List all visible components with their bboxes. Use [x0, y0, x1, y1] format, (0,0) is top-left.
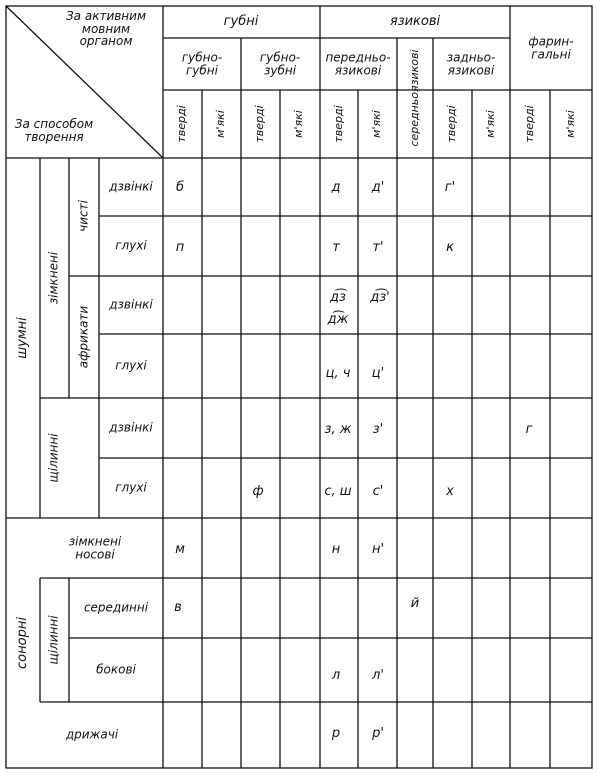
col-labiodental-line-1: губно- [259, 50, 301, 65]
row-lateral: бокові [96, 662, 136, 677]
col-pharyngeal [528, 35, 573, 60]
col-labiodental-line-2: зубні [263, 63, 297, 77]
cell-k: к [446, 240, 454, 256]
cell-r: р [331, 726, 341, 742]
col-pharyngeal-line-2: гальні [531, 47, 571, 61]
corner-top-label [48, 10, 164, 48]
cell-z-soft: з' [372, 422, 384, 438]
cell-j: й [410, 596, 420, 612]
cell-ts-soft: ц' [371, 366, 385, 382]
row-affricate-voiceless: глухі [115, 358, 147, 373]
cell-g-back: г' [444, 180, 456, 196]
row-affricates: африкати [76, 305, 91, 369]
row-nasal [69, 535, 121, 560]
cell-n-soft: н' [371, 542, 385, 558]
col-backlingual-line-2: язикові [447, 63, 495, 77]
row-trill: дрижачі [65, 727, 119, 742]
cell-n: н [331, 542, 341, 558]
cell-s-soft: с' [372, 484, 384, 500]
row-noisy: шумні [15, 317, 31, 359]
col-labiodental-soft: м'які [292, 110, 306, 138]
cell-p: п [175, 240, 185, 256]
col-bilabial-line-1: губно- [181, 50, 223, 65]
col-frontlingual-line-1: передньо- [325, 50, 391, 65]
col-bilabial-soft: м'які [214, 110, 228, 138]
corner-top-line-1: За активним [65, 9, 147, 23]
col-bilabial-hard: тверді [175, 105, 189, 143]
col-front-soft: м'які [370, 110, 384, 138]
row-stop: зімкнені [46, 251, 61, 305]
cell-r-soft: р' [372, 726, 384, 742]
cell-dzh: д͡ж [327, 312, 349, 328]
cell-z-zh: з, ж [324, 422, 352, 438]
row-fricative-voiceless: глухі [115, 480, 147, 495]
row-affricate-voiced: дзвінкі [109, 297, 153, 312]
corner-top-line-2: мовним [81, 21, 131, 36]
row-pure: чисті [76, 200, 91, 232]
corner-bottom-line-2: творення [24, 129, 84, 144]
col-bilabial-line-2: губні [185, 63, 218, 77]
cell-d-soft: д' [371, 180, 385, 196]
col-backlingual [447, 51, 496, 76]
cell-f: ф [252, 484, 264, 500]
cell-d: д [331, 180, 341, 196]
row-pure-voiceless: глухі [115, 238, 147, 253]
cell-t: т [332, 240, 340, 256]
row-son-fricative: щілинні [46, 615, 61, 665]
col-back-hard: тверді [445, 105, 459, 143]
col-frontlingual-line-2: язикові [334, 63, 382, 77]
col-labiodental [260, 51, 300, 76]
col-labiodental-hard: тверді [253, 105, 267, 143]
row-pure-voiced: дзвінкі [109, 179, 153, 194]
cell-t-soft: т' [372, 240, 384, 256]
cell-l: л [331, 668, 341, 684]
cell-m: м [175, 542, 185, 558]
cell-ts-ch: ц, ч [325, 366, 351, 382]
col-frontlingual [325, 51, 390, 76]
col-backlingual-line-1: задньо- [446, 50, 496, 65]
corner-top-line-3: органом [79, 34, 133, 49]
cell-h: г [525, 422, 533, 438]
col-front-hard: тверді [332, 105, 346, 143]
cell-kh: х [446, 484, 454, 500]
corner-bottom-line-1: За способом [14, 117, 94, 131]
cell-s-sh: с, ш [324, 484, 352, 500]
col-midlingual: середньоязикові [408, 49, 422, 147]
row-nasal-line-1: зімкнені [68, 534, 122, 549]
cell-l-soft: л' [372, 668, 384, 684]
col-pharyngeal-soft: м'які [564, 110, 578, 138]
col-labial: губні [223, 14, 259, 30]
row-fricative-voiced: дзвінкі [109, 420, 153, 435]
corner-bottom-label [6, 118, 102, 143]
col-lingual: язикові [389, 14, 441, 30]
row-sonorant: сонорні [15, 617, 31, 669]
col-pharyngeal-line-1: фарин- [528, 34, 574, 49]
col-back-soft: м'які [484, 110, 498, 138]
col-pharyngeal-hard: тверді [523, 105, 537, 143]
cell-dz-soft: д͡з' [370, 290, 390, 306]
cell-b: б [175, 180, 185, 196]
row-nasal-line-2: носові [75, 547, 115, 561]
row-median: серединні [83, 600, 149, 615]
col-bilabial [182, 51, 222, 76]
cell-dz: д͡з [330, 290, 346, 306]
cell-v: в [174, 600, 182, 616]
row-fricative: щілинні [46, 433, 61, 483]
